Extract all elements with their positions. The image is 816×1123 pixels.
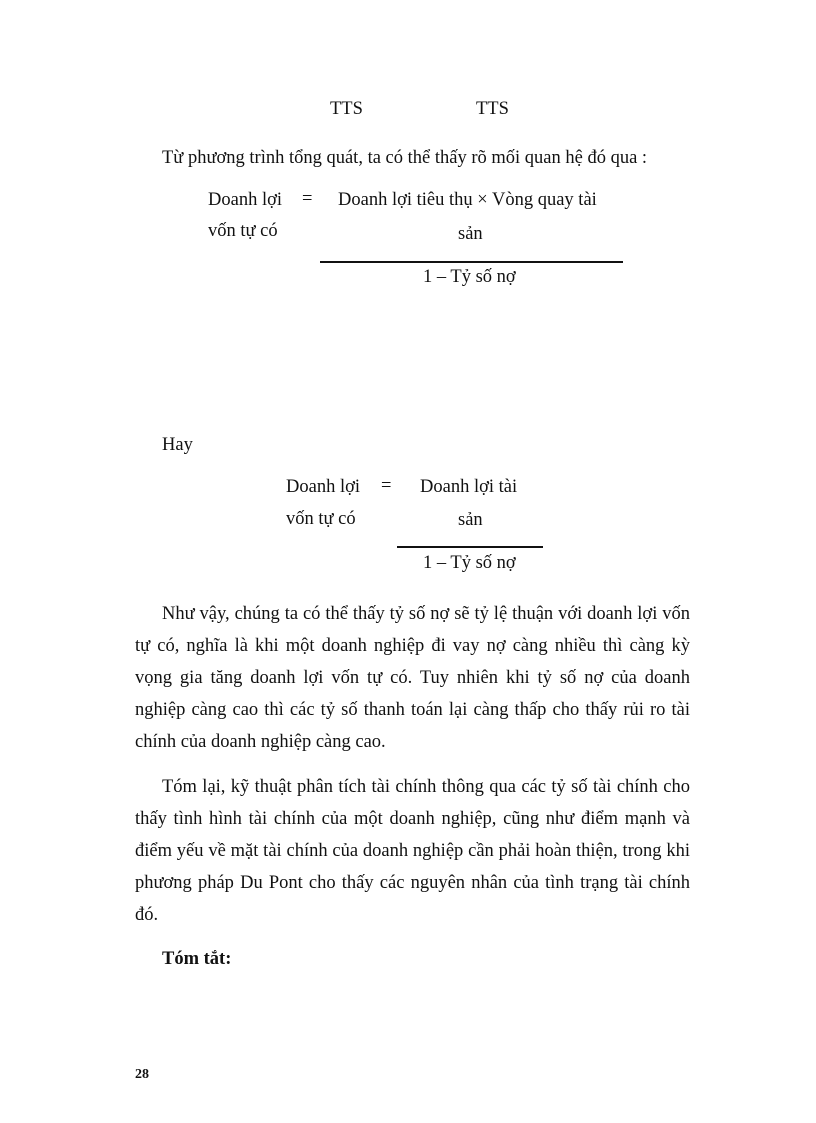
formula1-equals: = bbox=[302, 189, 313, 209]
formula1-numerator-line1: Doanh lợi tiêu thụ × Vòng quay tài bbox=[338, 190, 597, 210]
formula2-denominator: 1 – Tỷ số nợ bbox=[423, 553, 516, 573]
formula2-lhs-line1: Doanh lợi bbox=[286, 477, 361, 497]
header-tts-right: TTS bbox=[476, 99, 509, 119]
formula2-fraction-bar bbox=[397, 546, 543, 548]
formula2-equals: = bbox=[381, 476, 392, 496]
hay-label: Hay bbox=[162, 435, 193, 455]
formula1-fraction-bar bbox=[320, 261, 623, 263]
formula2-numerator-line1: Doanh lợi tài bbox=[420, 477, 518, 497]
formula2-lhs-line2: vốn tự có bbox=[286, 509, 356, 529]
formula1-lhs-line1: Doanh lợi bbox=[208, 190, 283, 210]
paragraph-2: Tóm lại, kỹ thuật phân tích tài chính thông qua các tỷ số tài chính cho thấy tình hình tài chính của một doanh nghiệp, cũng như điểm mạnh và điểm yếu về mặt tài chính của doanh nghiệp cần phải hoàn thiện, trong khi phương pháp Du Pont cho thấy các nguyên nhân của tình trạng tài chính đó. bbox=[135, 777, 690, 925]
formula1-lhs-line2: vốn tự có bbox=[208, 221, 278, 241]
formula1-numerator-line2: sản bbox=[458, 224, 483, 244]
formula2-numerator-line2: sản bbox=[458, 510, 483, 530]
intro-line: Từ phương trình tổng quát, ta có thể thấy rõ mối quan hệ đó qua : bbox=[162, 148, 648, 168]
paragraph-1: Như vậy, chúng ta có thể thấy tỷ số nợ sẽ tỷ lệ thuận với doanh lợi vốn tự có, nghĩa là khi một doanh nghiệp đi vay nợ càng nhiều thì càng kỳ vọng gia tăng doanh lợi vốn tự có. Tuy nhiên khi tỷ số nợ của doanh nghiệp càng cao thì các tỷ số thanh toán lại càng thấp cho thấy rủi ro tài chính của doanh nghiệp càng cao. bbox=[135, 604, 690, 752]
summary-heading: Tóm tắt: bbox=[162, 949, 232, 969]
page-number: 28 bbox=[135, 1067, 149, 1082]
formula1-denominator: 1 – Tỷ số nợ bbox=[423, 267, 516, 287]
header-tts-left: TTS bbox=[330, 99, 363, 119]
